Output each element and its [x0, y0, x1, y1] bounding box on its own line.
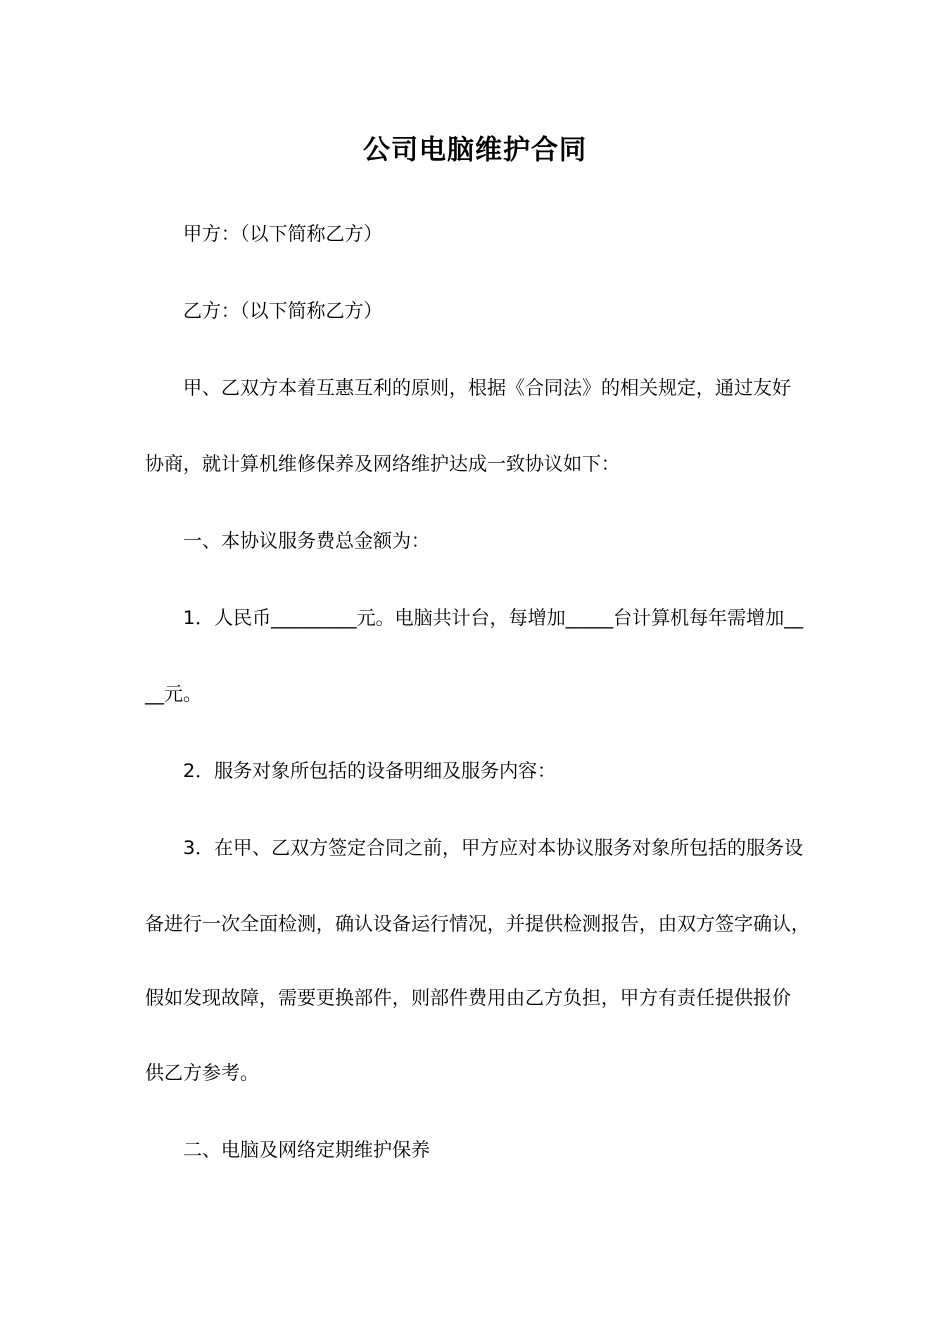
document-title: 公司电脑维护合同	[363, 135, 587, 166]
party-a-line: 甲方：（以下简称乙方）	[183, 223, 383, 245]
section-2-heading: 二、电脑及网络定期维护保养	[183, 1139, 431, 1161]
clause-3-line-4: 供乙方参考。	[145, 1062, 260, 1084]
clause-3-line-3: 假如发现故障，需要更换部件，则部件费用由乙方负担，甲方有责任提供报价	[145, 987, 792, 1009]
preamble-line-1: 甲、乙双方本着互惠互利的原则，根据《合同法》的相关规定，通过友好	[183, 377, 792, 399]
clause-1-line-1: 1．人民币_________元。电脑共计台，每增加_____台计算机每年需增加__	[183, 607, 804, 629]
clause-3-line-2: 备进行一次全面检测，确认设备运行情况，并提供检测报告，由双方签字确认，	[145, 913, 811, 935]
party-b-line: 乙方：（以下简称乙方）	[183, 300, 383, 322]
clause-2-line: 2．服务对象所包括的设备明细及服务内容：	[183, 760, 557, 782]
preamble-line-2: 协商，就计算机维修保养及网络维护达成一致协议如下：	[145, 453, 621, 475]
clause-3-line-1: 3．在甲、乙双方签定合同之前，甲方应对本协议服务对象所包括的服务设	[183, 837, 804, 859]
clause-1-line-2: __元。	[145, 683, 203, 705]
section-1-heading: 一、本协议服务费总金额为：	[183, 530, 431, 552]
